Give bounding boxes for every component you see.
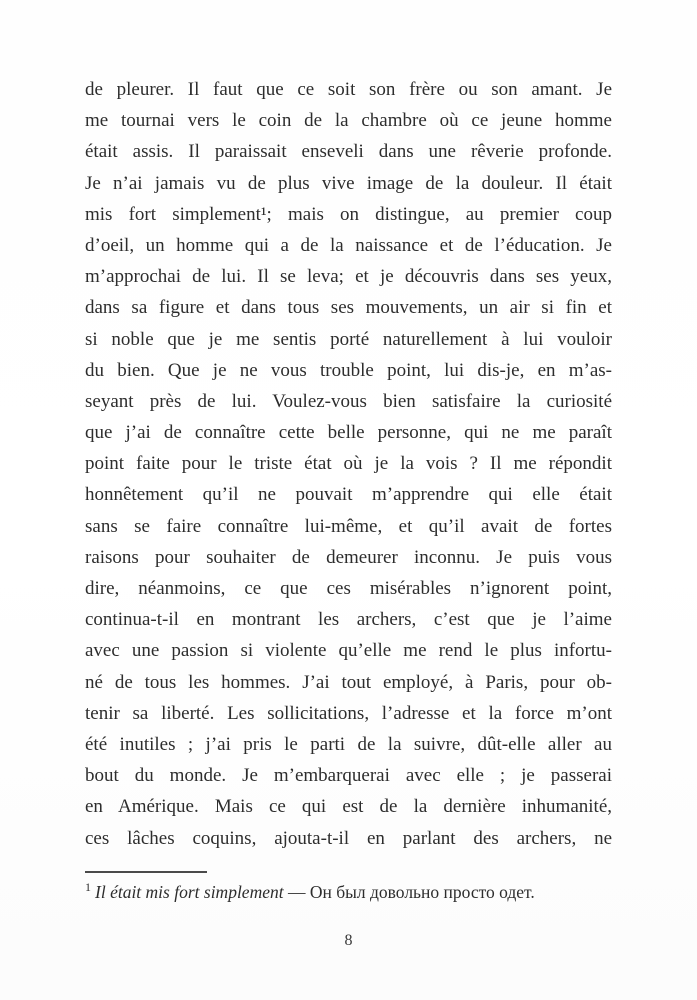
text-line: né de tous les hommes. J’ai tout employé, à Paris, pour ob- <box>85 671 612 693</box>
text-line: me tournai vers le coin de la chambre où ce jeune homme <box>85 110 612 132</box>
text-line: tenir sa liberté. Les sollicitations, l’adresse et la force m’ont <box>85 702 612 724</box>
text-line: que j’ai de connaître cette belle personne, qui ne me paraît <box>85 422 612 444</box>
text-line: sans se faire connaître lui-même, et qu’il avait de fortes <box>85 515 612 537</box>
footnote-separator-rule <box>85 871 207 873</box>
page-number: 8 <box>344 931 353 949</box>
text-line: dire, néanmoins, ce que ces misérables n’ignorent point, <box>85 578 612 599</box>
text-line: point faite pour le triste état où je la vois ? Il me répondit <box>85 453 612 475</box>
text-line: avec une passion si violente qu’elle me rend le plus infortu- <box>85 640 612 662</box>
text-line: Je n’ai jamais vu de plus vive image de la douleur. Il était <box>85 172 612 194</box>
text-line: continua-t-il en montrant les archers, c’est que je l’aime <box>85 609 612 631</box>
main-text-block <box>85 74 612 854</box>
text-line: en Amérique. Mais ce qui est de la dernière inhumanité, <box>85 796 612 818</box>
text-line: de pleurer. Il faut que ce soit son frère ou son amant. Je <box>85 79 612 100</box>
footnote-dash: — <box>287 881 306 902</box>
text-line: ces lâches coquins, ajouta-t-il en parlant des archers, ne <box>85 827 612 849</box>
text-line: du bien. Que je ne vous trouble point, lui dis-je, en m’as- <box>85 359 612 381</box>
text-line: si noble que je me sentis porté naturellement à lui vouloir <box>85 328 612 350</box>
text-line: raisons pour souhaiter de demeurer inconnu. Je puis vous <box>85 546 612 568</box>
text-line: bout du monde. Je m’embarquerai avec elle ; je passerai <box>85 765 612 787</box>
text-line: seyant près de lui. Voulez-vous bien satisfaire la curiosité <box>85 390 612 412</box>
text-line: d’oeil, un homme qui a de la naissance et de l’éducation. Je <box>85 234 612 256</box>
text-line: dans sa figure et dans tous ses mouvements, un air si fin et <box>85 297 612 319</box>
text-line: mis fort simplement¹; mais on distingue, au premier coup <box>85 203 612 225</box>
text-line: était assis. Il paraissait enseveli dans une rêverie profonde. <box>85 141 612 163</box>
text-line: été inutiles ; j’ai pris le parti de la suivre, dût-elle aller au <box>85 733 612 755</box>
footnote-term: Il était mis fort simplement <box>95 881 284 902</box>
text-line: honnêtement qu’il ne pouvait m’apprendre qui elle était <box>85 484 612 506</box>
text-line: m’approchai de lui. Il se leva; et je découvris dans ses yeux, <box>85 266 612 288</box>
footnote-marker: 1 <box>85 879 91 894</box>
footnote <box>85 880 612 904</box>
footnote-translation: Он был довольно просто одет. <box>309 881 535 902</box>
